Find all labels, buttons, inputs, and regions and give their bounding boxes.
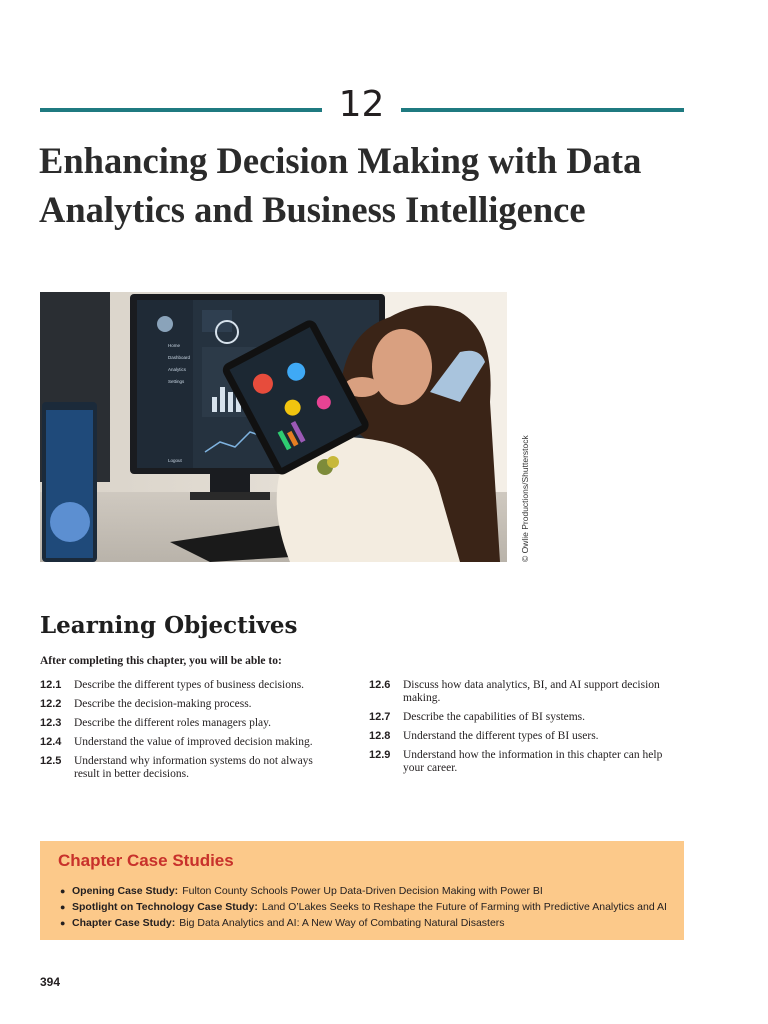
case-study-item	[60, 883, 667, 899]
case-study-title: Land O’Lakes Seeks to Reshape the Future of Farming with Predictive Analytics and AI	[261, 901, 667, 913]
case-study-title: Big Data Analytics and AI: A New Way of Combating Natural Disasters	[179, 917, 505, 929]
objective-text: Describe the different types of business decisions.	[74, 679, 305, 691]
case-study-label: Opening Case Study:	[72, 885, 179, 897]
objective-text: Understand the different types of BI users.	[403, 730, 599, 742]
case-studies-box	[40, 841, 684, 940]
page-number: 394	[40, 975, 61, 989]
screen-menu-dashboard: Dashboard	[168, 355, 191, 360]
objective-item	[369, 679, 679, 705]
screen-logout: Logout	[168, 458, 182, 463]
chapter-number: 12	[338, 84, 385, 125]
bullet-icon: ●	[60, 902, 66, 912]
objective-number: 12.9	[369, 749, 391, 761]
screen-menu-analytics: Analytics	[168, 367, 187, 372]
objective-item	[369, 749, 679, 775]
chapter-title	[39, 136, 729, 234]
case-study-title: Fulton County Schools Power Up Data-Driven Decision Making with Power BI	[182, 885, 543, 897]
objective-number: 12.2	[40, 698, 62, 710]
case-studies-heading: Chapter Case Studies	[58, 851, 234, 870]
objective-item	[40, 755, 340, 781]
objective-text: Understand the value of improved decision making.	[74, 736, 313, 748]
objective-item	[40, 717, 340, 730]
objective-item	[40, 679, 340, 692]
chapter-title-line-1: Enhancing Decision Making with Data	[39, 140, 642, 181]
objective-item	[40, 698, 340, 711]
screen-menu-home: Home	[168, 343, 181, 348]
objective-text: Describe the different roles managers play.	[74, 717, 272, 729]
objective-number: 12.3	[40, 717, 62, 729]
objective-text: Understand how the information in this chapter can help your career.	[403, 749, 663, 774]
objective-number: 12.8	[369, 730, 391, 742]
objective-text: Discuss how data analytics, BI, and AI support decision making.	[403, 679, 660, 704]
objective-item	[369, 711, 679, 724]
case-study-label: Spotlight on Technology Case Study:	[72, 901, 258, 913]
learning-objectives-intro: After completing this chapter, you will be able to:	[40, 655, 282, 667]
objective-text: Describe the decision-making process.	[74, 698, 252, 710]
screen-menu-settings: Settings	[168, 379, 185, 384]
photo-credit: © Owlie Productions/Shutterstock	[520, 435, 530, 562]
objective-number: 12.4	[40, 736, 62, 748]
objective-number: 12.5	[40, 755, 62, 767]
objective-number: 12.6	[369, 679, 391, 691]
objective-item	[369, 730, 679, 743]
objective-number: 12.7	[369, 711, 391, 723]
chapter-title-line-2: Analytics and Business Intelligence	[39, 189, 586, 230]
objective-item	[40, 736, 340, 749]
learning-objectives-heading: Learning Objectives	[40, 612, 298, 639]
bullet-icon: ●	[60, 918, 66, 928]
objectives-left-column	[40, 679, 340, 787]
objective-text: Understand why information systems do not always result in better decisions.	[74, 755, 313, 780]
case-studies-list	[60, 883, 667, 931]
bullet-icon: ●	[60, 886, 66, 896]
case-study-label: Chapter Case Study:	[72, 917, 176, 929]
chapter-rule-left	[40, 108, 322, 112]
case-study-item	[60, 899, 667, 915]
chapter-rule-right	[401, 108, 684, 112]
objective-number: 12.1	[40, 679, 62, 691]
case-study-item	[60, 915, 667, 931]
objective-text: Describe the capabilities of BI systems.	[403, 711, 586, 723]
objectives-right-column	[369, 679, 679, 781]
chapter-opener-photo	[40, 292, 507, 562]
